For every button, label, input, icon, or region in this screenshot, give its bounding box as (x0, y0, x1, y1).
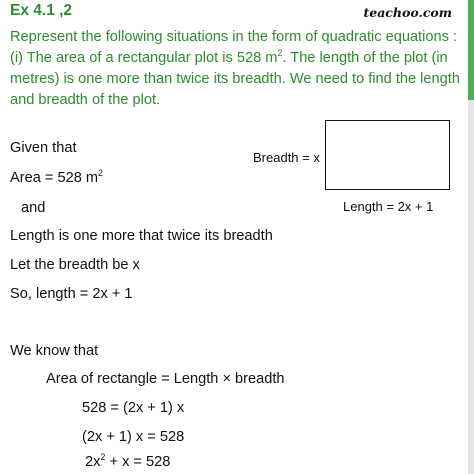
breadth-label: Breadth = x (253, 150, 320, 165)
question-text (10, 27, 468, 111)
let-breadth-text: Let the breadth be x (10, 257, 140, 273)
area-formula: Area of rectangle = Length × breadth (46, 371, 285, 387)
equation-3 (85, 454, 170, 470)
length-statement: Length is one more that twice its breadth (10, 228, 273, 244)
rectangle-diagram (325, 120, 450, 190)
given-that-text: Given that (10, 140, 77, 156)
area-given (10, 170, 103, 186)
equation-1: 528 = (2x + 1) x (82, 400, 185, 416)
scrollbar-track[interactable] (468, 0, 474, 474)
area-exponent: 2 (98, 168, 104, 179)
length-label: Length = 2x + 1 (343, 199, 434, 214)
question-part-prefix: (i) The area of a rectangular plot is 528 m (10, 50, 278, 66)
equation-3-prefix: 2x (85, 454, 101, 470)
equation-2: (2x + 1) x = 528 (82, 429, 185, 445)
so-length-text: So, length = 2x + 1 (10, 286, 133, 302)
we-know-that-text: We know that (10, 343, 99, 359)
question-intro: Represent the following situations in the form of quadratic equations : (10, 29, 457, 45)
equation-3-exponent: 2 (100, 452, 106, 463)
exercise-title: Ex 4.1 ,2 (10, 2, 73, 19)
equation-3-suffix: + x = 528 (105, 454, 171, 470)
area-text: Area = 528 m (10, 170, 99, 186)
question-part-suffix: . The length of the plot (in metres) is one more than twice its breadth. We need to find the length and breadth of the plot. (10, 50, 460, 108)
brand-logo-text: teachoo.com (363, 5, 452, 20)
and-text: and (21, 200, 46, 216)
scrollbar-thumb[interactable] (468, 0, 474, 100)
question-part-exponent: 2 (277, 48, 283, 59)
